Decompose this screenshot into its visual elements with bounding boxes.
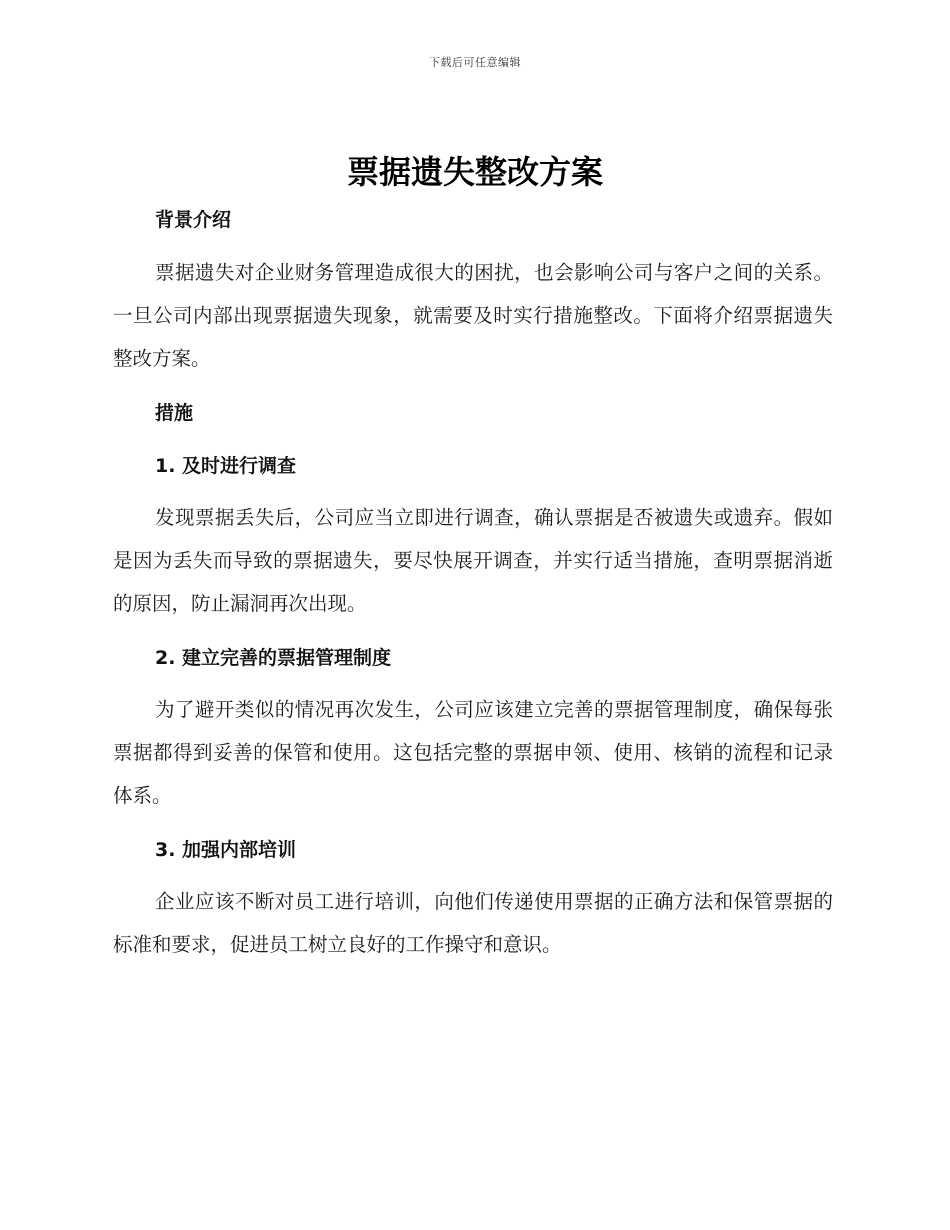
section-heading-background: 背景介绍 — [155, 209, 232, 231]
background-paragraph: 票据遗失对企业财务管理造成很大的困扰，也会影响公司与客户之间的关系。一旦公司内部出现票据遗失现象，就需要及时实行措施整改。下面将介绍票据遗失整改方案。 — [113, 261, 833, 370]
document-body — [113, 200, 833, 966]
measure-paragraph-1: 发现票据丢失后，公司应当立即进行调查，确认票据是否被遗失或遗弃。假如是因为丢失而导致的票据遗失，要尽快展开调查，并实行适当措施，查明票据消逝的原因，防止漏洞再次出现。 — [113, 506, 833, 615]
document-title: 票据遗失整改方案 — [346, 153, 603, 191]
section-heading-measures: 措施 — [155, 402, 194, 424]
measure-paragraph-3: 企业应该不断对员工进行培训，向他们传递使用票据的正确方法和保管票据的标准和要求，促进员工树立良好的工作操守和意识。 — [113, 890, 833, 956]
measure-heading-1: 1. 及时进行调查 — [155, 455, 297, 477]
measure-heading-2: 2. 建立完善的票据管理制度 — [155, 647, 392, 669]
header-note: 下载后可任意编辑 — [429, 56, 521, 69]
measure-heading-3: 3. 加强内部培训 — [155, 839, 297, 861]
measure-paragraph-2: 为了避开类似的情况再次发生，公司应该建立完善的票据管理制度，确保每张票据都得到妥善的保管和使用。这包括完整的票据申领、使用、核销的流程和记录体系。 — [113, 698, 833, 807]
